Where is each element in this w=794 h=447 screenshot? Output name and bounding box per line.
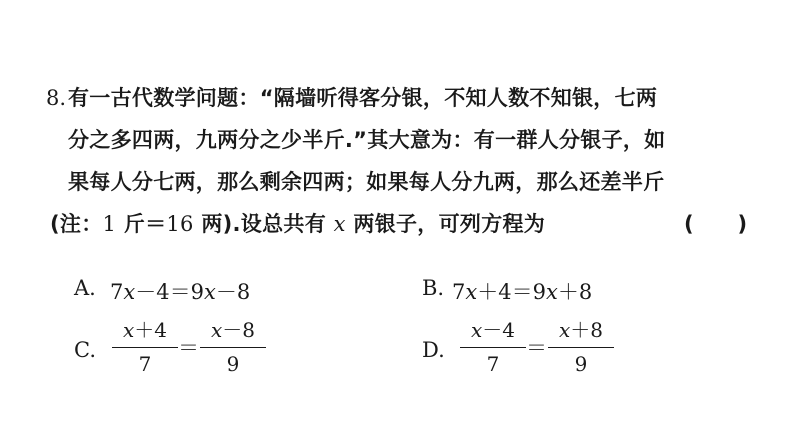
option-a-letter: A. [74, 276, 96, 300]
option-c-left-fraction [112, 318, 178, 380]
note-number-1: 1 [102, 212, 117, 236]
question-text-line-4 [50, 210, 545, 238]
question-text-line-3: 果每人分七两，那么剩余四两；如果每人分九两，那么还差半斤 [68, 170, 665, 194]
question-text-line-2: 分之多四两，九两分之少半斤.”其大意为：有一群人分银子，如 [68, 128, 666, 152]
question-text-line-1: 有一古代数学问题：“隔墙听得客分银，不知人数不知银，七两 [68, 86, 658, 110]
answer-parentheses[interactable]: ( ) [684, 212, 748, 236]
option-d[interactable] [422, 318, 722, 382]
option-d-left-denominator: 7 [486, 352, 500, 376]
option-b-expression: 7x＋4＝9x＋8 [452, 280, 593, 304]
option-c-equals: ＝ [178, 336, 199, 360]
question-number: 8. [46, 86, 67, 110]
option-c-right-fraction [200, 318, 266, 380]
option-b-letter: B. [422, 276, 445, 300]
fraction-bar [112, 347, 178, 348]
option-d-right-numerator: x＋8 [558, 318, 603, 342]
option-c-left-numerator: x＋4 [122, 318, 167, 342]
note-number-16: 16 [166, 212, 194, 236]
question-tail: 两银子，可列方程为 [345, 212, 546, 236]
option-d-right-fraction [548, 318, 614, 380]
option-a-expression: 7x－4＝9x－8 [110, 280, 251, 304]
option-c-left-denominator: 7 [138, 352, 152, 376]
option-d-left-fraction [460, 318, 526, 380]
option-a[interactable] [74, 276, 374, 306]
option-c[interactable] [74, 318, 374, 382]
option-d-right-denominator: 9 [574, 352, 588, 376]
note-open: (注： [50, 212, 103, 236]
option-b[interactable] [422, 276, 722, 306]
fraction-bar [548, 347, 614, 348]
option-d-letter: D. [422, 338, 445, 362]
option-c-right-numerator: x－8 [210, 318, 255, 342]
option-c-right-denominator: 9 [226, 352, 240, 376]
option-d-equals: ＝ [526, 336, 547, 360]
variable-x: x [333, 212, 346, 236]
fraction-bar [460, 347, 526, 348]
note-close: 两).设总共有 [193, 212, 334, 236]
option-c-letter: C. [74, 338, 96, 362]
option-d-left-numerator: x－4 [470, 318, 515, 342]
fraction-bar [200, 347, 266, 348]
note-mid: 斤＝ [116, 212, 167, 236]
